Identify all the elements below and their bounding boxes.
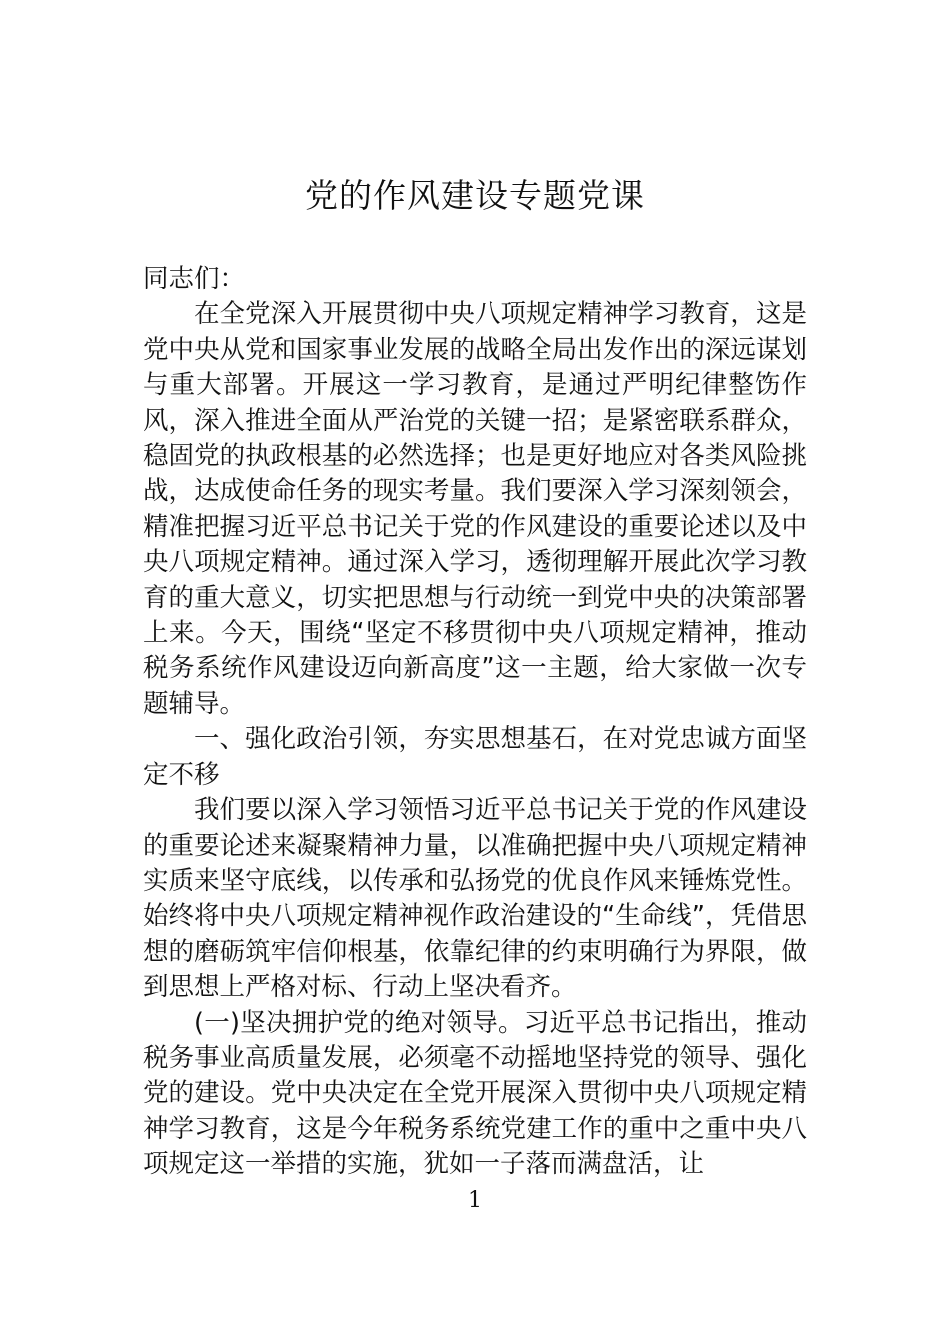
document-title: 党的作风建设专题党课 — [305, 176, 645, 215]
paragraph-section-1: 我们要以深入学习领悟习近平总书记关于党的作风建设的重要论述来凝聚精神力量，以准确把握中央八项规定精神实质来坚守底线，以传承和弘扬党的优良作风来锤炼党性。始终将中央八项规定精神视作政治建设的“生命线”，凭借思想的磨砺筑牢信仰根基，依靠纪律的约束明确行为界限，做到思想上严格对标、行动上坚决看齐。 — [143, 795, 807, 1003]
paragraph-intro: 在全党深入开展贯彻中央八项规定精神学习教育，这是党中央从党和国家事业发展的战略全局出发作出的深远谋划与重大部署。开展这一学习教育，是通过严明纪律整饬作风，深入推进全面从严治党的关键一招；是紧密联系群众，稳固党的执政根基的必然选择；也是更好地应对各类风险挑战，达成使命任务的现实考量。我们要深入学习深刻领会，精准把握习近平总书记关于党的作风建设的重要论述以及中央八项规定精神。通过深入学习，透彻理解开展此次学习教育的重大意义，切实把思想与行动统一到党中央的决策部署上来。今天，围绕“坚定不移贯彻中央八项规定精神，推动税务系统作风建设迈向新高度”这一主题，给大家做一次专题辅导。 — [143, 299, 807, 719]
salutation: 同志们： — [143, 264, 246, 294]
paragraph-subsection-1: (一)坚决拥护党的绝对领导。习近平总书记指出，推动税务事业高质量发展，必须毫不动摇地坚持党的领导、强化党的建设。党中央决定在全党开展深入贯彻中央八项规定精神学习教育，这是今年税务系统党建工作的重中之重中央八项规定这一举措的实施，犹如一子落而满盘活，让 — [143, 1007, 807, 1180]
document-body — [143, 262, 807, 1183]
page-number: 1 — [468, 1188, 482, 1213]
section-heading-1: 一、强化政治引领，夯实思想基石，在对党忠诚方面坚定不移 — [143, 724, 807, 790]
